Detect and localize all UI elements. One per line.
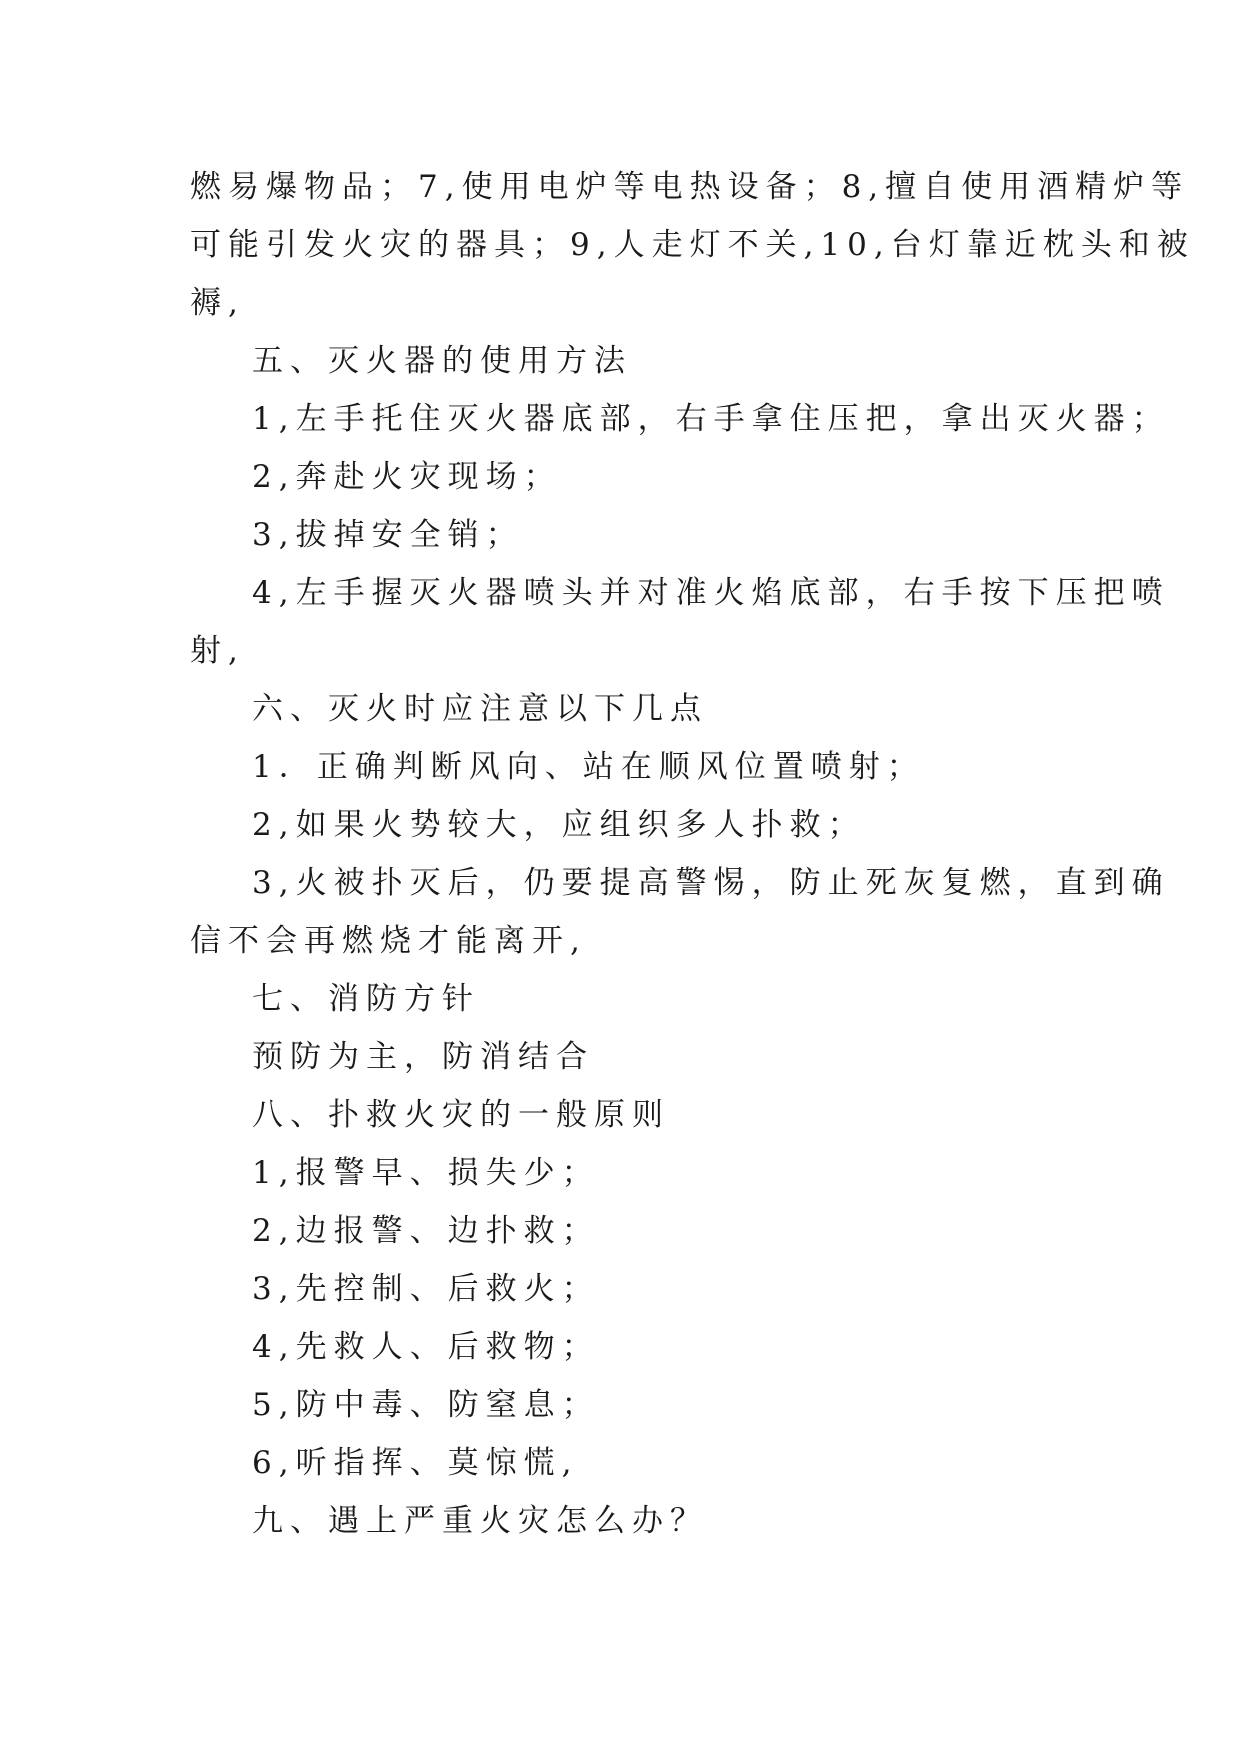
text-line: 1,报警早、损失少；: [252, 1155, 600, 1191]
text-line: 1．正确判断风向、站在顺风位置喷射；: [252, 749, 925, 785]
text-line: 4,先救人、后救物；: [252, 1329, 600, 1365]
text-line: 2,边报警、边扑救；: [252, 1213, 600, 1249]
text-line: 5,防中毒、防窒息；: [252, 1387, 600, 1423]
text-line: 3,拔掉安全销；: [252, 517, 524, 553]
text-line: 信不会再燃烧才能离开,: [190, 923, 587, 959]
text-line: 七、消防方针: [252, 981, 480, 1017]
text-line: 九、遇上严重火灾怎么办？: [252, 1503, 708, 1539]
text-line: 八、扑救火灾的一般原则: [252, 1097, 670, 1133]
text-line: 褥,: [190, 285, 245, 321]
text-line: 燃易爆物品；7,使用电炉等电热设备；8,擅自使用酒精炉等: [190, 169, 1190, 205]
text-line: 4,左手握灭火器喷头并对准火焰底部，右手按下压把喷: [252, 575, 1170, 611]
text-line: 2,奔赴火灾现场；: [252, 459, 562, 495]
text-line: 预防为主，防消结合: [252, 1039, 594, 1075]
text-line: 1,左手托住灭火器底部，右手拿住压把，拿出灭火器；: [252, 401, 1170, 437]
text-line: 2,如果火势较大，应组织多人扑救；: [252, 807, 866, 843]
text-line: 可能引发火灾的器具；9,人走灯不关,10,台灯靠近枕头和被: [190, 227, 1195, 263]
text-line: 3,火被扑灭后，仍要提高警惕，防止死灰复燃，直到确: [252, 865, 1170, 901]
text-line: 射,: [190, 633, 245, 669]
text-line: 六、灭火时应注意以下几点: [252, 691, 708, 727]
text-line: 五、灭火器的使用方法: [252, 343, 632, 379]
document-body: [190, 158, 1195, 1550]
text-line: 3,先控制、后救火；: [252, 1271, 600, 1307]
text-line: 6,听指挥、莫惊慌,: [252, 1445, 579, 1481]
